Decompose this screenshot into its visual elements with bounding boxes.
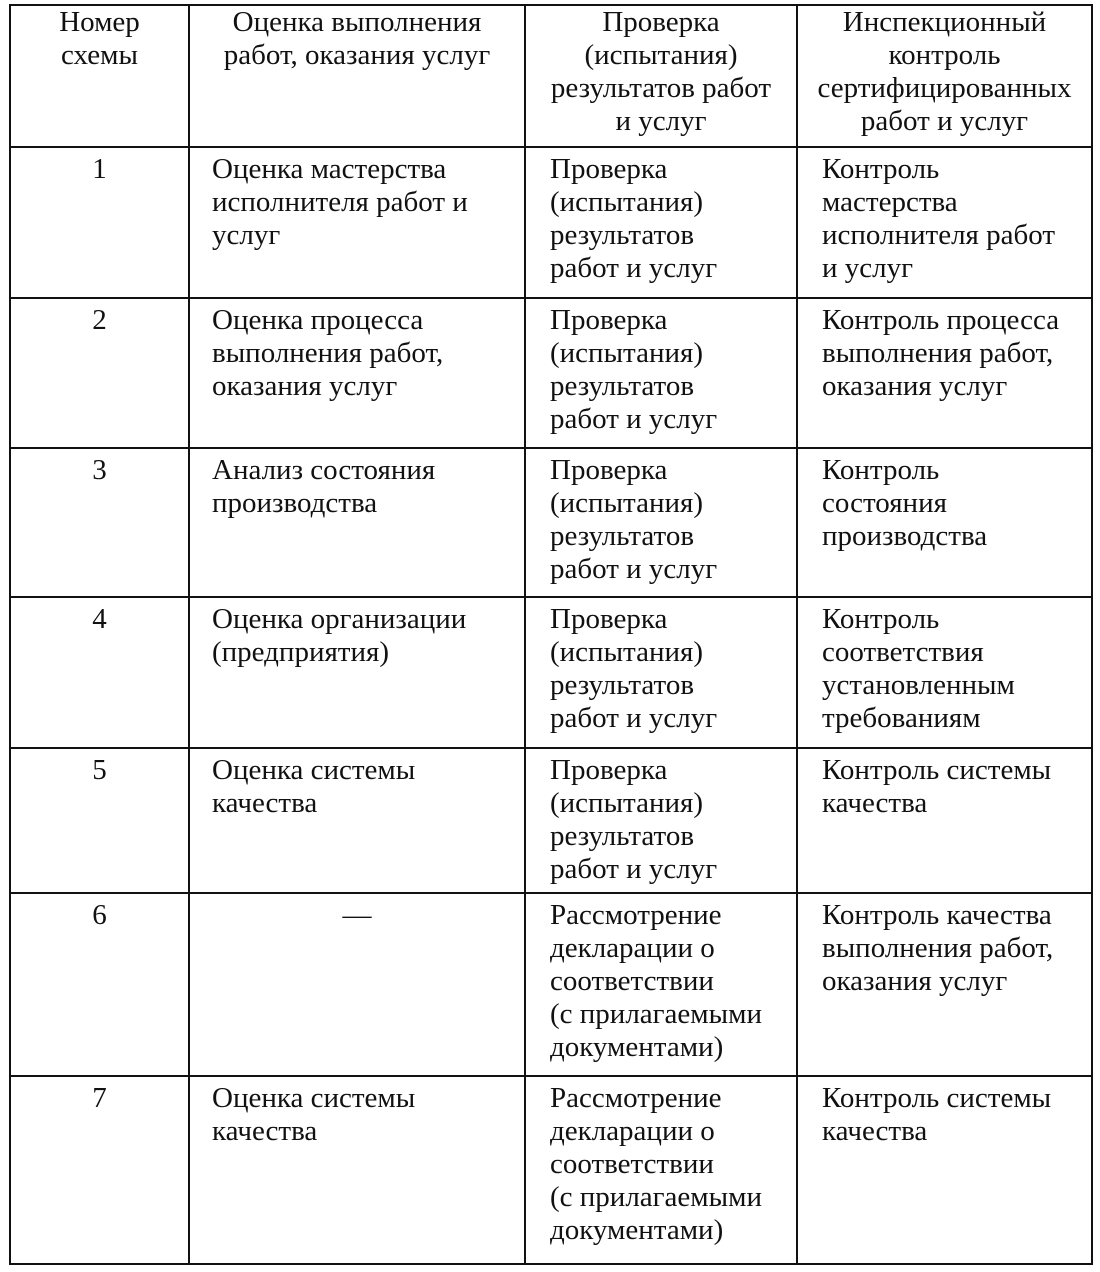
header-work-assessment: Оценка выполнения работ, оказания услуг (189, 5, 525, 147)
scheme-number-cell: 6 (10, 893, 189, 1076)
inspection-cell: Контроль системы качества (797, 1076, 1092, 1264)
inspection-cell: Контроль процесса выполнения работ, оказания услуг (797, 298, 1092, 448)
assessment-cell: Оценка системы качества (189, 1076, 525, 1264)
verification-cell: Проверка (испытания) результатов работ и услуг (525, 147, 797, 298)
table-row (10, 893, 1092, 1076)
header-results-verification: Проверка (испытания) результатов работ и услуг (525, 5, 797, 147)
table-row (10, 298, 1092, 448)
scheme-number-cell: 7 (10, 1076, 189, 1264)
table-header-row (10, 5, 1092, 147)
verification-cell: Рассмотрение декларации о соответствии (с прилагаемыми документами) (525, 1076, 797, 1264)
assessment-cell: — (189, 893, 525, 1076)
table-row (10, 748, 1092, 893)
scheme-number-cell: 1 (10, 147, 189, 298)
verification-cell: Проверка (испытания) результатов работ и услуг (525, 597, 797, 748)
header-scheme-number: Номер схемы (10, 5, 189, 147)
scheme-number-cell: 4 (10, 597, 189, 748)
assessment-cell: Оценка мастерства исполнителя работ и услуг (189, 147, 525, 298)
assessment-cell: Анализ состояния производства (189, 448, 525, 597)
verification-cell: Проверка (испытания) результатов работ и услуг (525, 448, 797, 597)
inspection-cell: Контроль системы качества (797, 748, 1092, 893)
verification-cell: Рассмотрение декларации о соответствии (с прилагаемыми документами) (525, 893, 797, 1076)
inspection-cell: Контроль соответствия установленным требованиям (797, 597, 1092, 748)
verification-cell: Проверка (испытания) результатов работ и услуг (525, 748, 797, 893)
table-row (10, 448, 1092, 597)
inspection-cell: Контроль качества выполнения работ, оказания услуг (797, 893, 1092, 1076)
assessment-cell: Оценка процесса выполнения работ, оказания услуг (189, 298, 525, 448)
header-inspection-control: Инспекционный контроль сертифицированных работ и услуг (797, 5, 1092, 147)
assessment-cell: Оценка организации (предприятия) (189, 597, 525, 748)
table-row (10, 147, 1092, 298)
table-row (10, 597, 1092, 748)
table-row (10, 1076, 1092, 1264)
scheme-number-cell: 3 (10, 448, 189, 597)
inspection-cell: Контроль мастерства исполнителя работ и услуг (797, 147, 1092, 298)
inspection-cell: Контроль состояния производства (797, 448, 1092, 597)
scheme-number-cell: 2 (10, 298, 189, 448)
scheme-number-cell: 5 (10, 748, 189, 893)
assessment-cell: Оценка системы качества (189, 748, 525, 893)
verification-cell: Проверка (испытания) результатов работ и услуг (525, 298, 797, 448)
document-page (9, 4, 1091, 1266)
certification-schemes-table (9, 4, 1093, 1265)
